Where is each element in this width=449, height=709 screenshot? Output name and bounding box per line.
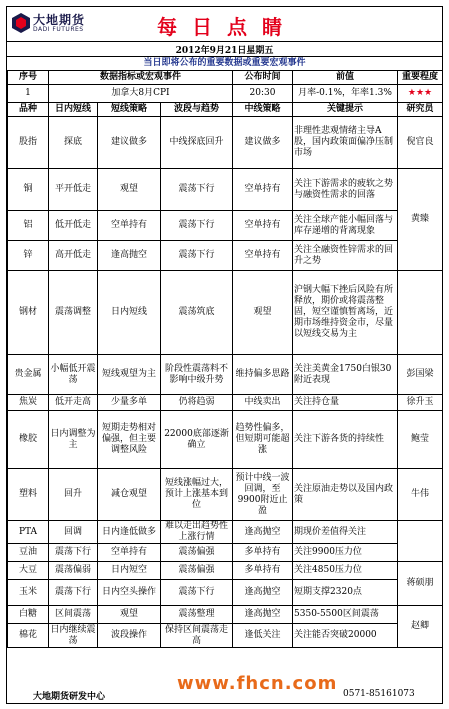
cell-intraday: 回调	[49, 521, 98, 544]
cell-short-strategy: 日内短空	[98, 562, 161, 580]
cell-key-hint: 期现价差值得关注	[293, 521, 398, 544]
cell-intraday: 回升	[49, 469, 98, 521]
table-row	[8, 211, 443, 241]
cell-key-hint: 关注原油走势以及国内政策	[293, 469, 398, 521]
company-logo	[11, 11, 95, 39]
footer-company: 大地期货研发中心	[33, 692, 106, 702]
logo-chinese-text: 大地期货	[33, 13, 86, 27]
cell-key-hint: 短期支撑2320点	[293, 580, 398, 606]
cell-mid-strategy: 逢低关注	[233, 624, 293, 648]
cell-trend: 震荡下行	[161, 241, 233, 271]
cell-key-hint: 关注能否突破20000	[293, 624, 398, 648]
cell-short-strategy: 短线观望为主	[98, 355, 161, 395]
cell-short-strategy: 逢高抛空	[98, 241, 161, 271]
cell-researcher: 倪官良	[398, 117, 443, 169]
cell-mid-strategy: 空单持有	[233, 169, 293, 211]
table-row	[8, 241, 443, 271]
cell-intraday: 平开低走	[49, 169, 98, 211]
cell-trend: 仍将趋弱	[161, 395, 233, 411]
cell-intraday: 区间震荡	[49, 606, 98, 624]
table-row	[8, 395, 443, 411]
cell-mid-strategy: 维持偏多思路	[233, 355, 293, 395]
table-row	[8, 411, 443, 469]
cell-variety: 玉米	[8, 580, 49, 606]
table-row	[8, 606, 443, 624]
col-variety: 品种	[8, 103, 49, 117]
col-researcher: 研究员	[398, 103, 443, 117]
cell-short-strategy: 日内短线	[98, 271, 161, 355]
cell-short-strategy: 波段操作	[98, 624, 161, 648]
cell-key-hint: 关注持仓量	[293, 395, 398, 411]
col-short-strategy: 短线策略	[98, 103, 161, 117]
cell-variety: 锌	[8, 241, 49, 271]
cell-intraday: 低开走高	[49, 395, 98, 411]
cell-trend: 震荡偏强	[161, 562, 233, 580]
event-time: 20:30	[233, 85, 293, 103]
cell-mid-strategy: 多单持有	[233, 544, 293, 562]
event-importance-stars: ★★★	[398, 85, 443, 103]
cell-researcher: 黄臻	[398, 169, 443, 271]
events-col-no: 序号	[8, 71, 49, 85]
cell-variety: 铜	[8, 169, 49, 211]
table-row	[8, 469, 443, 521]
table-row	[8, 544, 443, 562]
cell-key-hint: 关注全球产能小幅回落与库存递增的背离现象	[293, 211, 398, 241]
cell-mid-strategy: 逢高抛空	[233, 606, 293, 624]
col-key-hint: 关键提示	[293, 103, 398, 117]
cell-key-hint: 关注下游需求的疲软之势与融资性需求的回落	[293, 169, 398, 211]
cell-trend: 短线涨幅过大，预计上涨基本到位	[161, 469, 233, 521]
cell-intraday: 震荡下行	[49, 580, 98, 606]
cell-intraday: 日内调整为主	[49, 411, 98, 469]
cell-variety: 橡胶	[8, 411, 49, 469]
table-row	[8, 521, 443, 544]
cell-key-hint: 非理性悲观情绪主导A股，国内政策面偏净压制市场	[293, 117, 398, 169]
cell-mid-strategy: 趋势性偏多，但短期可能超涨	[233, 411, 293, 469]
report-header	[7, 7, 442, 42]
cell-researcher: 彭国梁	[398, 355, 443, 395]
cell-trend: 震荡下行	[161, 211, 233, 241]
cell-short-strategy: 少量多单	[98, 395, 161, 411]
cell-short-strategy: 日内空头操作	[98, 580, 161, 606]
site-watermark: www.fhcn.com	[177, 673, 338, 694]
cell-variety: 塑料	[8, 469, 49, 521]
cell-short-strategy: 观望	[98, 169, 161, 211]
table-row	[8, 117, 443, 169]
cell-mid-strategy: 观望	[233, 271, 293, 355]
cell-short-strategy: 减仓观望	[98, 469, 161, 521]
cell-mid-strategy: 多单持有	[233, 562, 293, 580]
cell-researcher: 鲍莹	[398, 411, 443, 469]
cell-key-hint: 沪钢大幅下挫后风险有所释放，期价或将震荡整固，短空谨慎暂离场，近期市场维持资金市，尽量以短线交易为主	[293, 271, 398, 355]
cell-key-hint: 关注9900压力位	[293, 544, 398, 562]
event-name: 加拿大8月CPI	[49, 85, 233, 103]
cell-short-strategy: 日内逢低做多	[98, 521, 161, 544]
cell-researcher: 赵卿	[398, 606, 443, 648]
cell-mid-strategy: 空单持有	[233, 211, 293, 241]
cell-key-hint: 关注全融资性锌需求的回升之势	[293, 241, 398, 271]
cell-mid-strategy: 中线卖出	[233, 395, 293, 411]
cell-intraday: 日内继续震荡	[50, 624, 96, 646]
cell-trend: 震荡下行	[161, 169, 233, 211]
report-table	[7, 70, 443, 648]
report-page	[6, 6, 443, 704]
cell-mid-strategy: 预计中线一波回调，至9900附近止盈	[233, 469, 293, 521]
events-header-row	[8, 71, 443, 85]
events-col-importance: 重要程度	[398, 71, 443, 85]
cell-trend: 阶段性震荡料不影响中级升势	[161, 355, 233, 395]
cell-intraday: 震荡偏弱	[49, 562, 98, 580]
cell-variety: 贵金属	[8, 355, 49, 395]
cell-researcher: 徐升玉	[398, 395, 443, 411]
logo-english-text: DADI FUTURES	[33, 26, 84, 33]
event-prev: 月率-0.1%，年率1.3%	[293, 85, 398, 103]
cell-short-strategy: 空单持有	[98, 544, 161, 562]
cell-trend: 震荡下行	[161, 580, 233, 606]
table-header-row	[8, 103, 443, 117]
cell-researcher	[398, 521, 443, 562]
cell-trend: 中线探底回升	[161, 117, 233, 169]
cell-variety: 豆油	[8, 544, 49, 562]
cell-key-hint: 关注美黄金1750白银30附近表现	[293, 355, 398, 395]
cell-short-strategy: 短期走势相对偏强，但主要调整风险	[98, 411, 161, 469]
col-intraday: 日内短线	[49, 103, 98, 117]
page-title: 每日点睛	[157, 15, 297, 39]
cell-short-strategy: 观望	[98, 606, 161, 624]
cell-intraday: 震荡下行	[49, 544, 98, 562]
table-row	[8, 169, 443, 211]
cell-intraday: 震荡调整	[49, 271, 98, 355]
events-col-event: 数据指标或宏观事件	[49, 71, 233, 85]
cell-mid-strategy: 空单持有	[233, 241, 293, 271]
cell-intraday: 探底	[49, 117, 98, 169]
cell-trend: 震荡筑底	[161, 271, 233, 355]
table-row	[8, 580, 443, 606]
event-no: 1	[8, 85, 49, 103]
table-row	[8, 562, 443, 580]
events-col-time: 公布时间	[233, 71, 293, 85]
cell-trend: 震荡偏强	[161, 544, 233, 562]
cell-short-strategy: 空单持有	[98, 211, 161, 241]
cell-variety: 焦炭	[8, 395, 49, 411]
cell-variety: PTA	[8, 521, 49, 544]
cell-variety: 钢材	[8, 271, 49, 355]
table-row	[8, 624, 443, 648]
cell-key-hint: 关注下游各货的持续性	[293, 411, 398, 469]
cell-key-hint: 5350-5500区间震荡	[293, 606, 398, 624]
cell-trend: 难以走出趋势性上涨行情	[161, 521, 233, 544]
cell-intraday: 高开低走	[49, 241, 98, 271]
cell-key-hint: 关注4850压力位	[293, 562, 398, 580]
cell-mid-strategy: 逢高抛空	[233, 580, 293, 606]
col-trend: 波段与趋势	[161, 103, 233, 117]
cell-variety: 白糖	[8, 606, 49, 624]
cell-intraday: 小幅低开震荡	[49, 355, 98, 395]
cell-mid-strategy: 逢高抛空	[233, 521, 293, 544]
event-row	[8, 85, 443, 103]
cell-researcher: 牛伟	[398, 469, 443, 521]
logo-mark-icon	[11, 12, 31, 34]
events-col-prev: 前值	[293, 71, 398, 85]
cell-researcher: 蒋硕朋	[398, 562, 443, 606]
cell-intraday: 低开低走	[49, 211, 98, 241]
cell-mid-strategy: 建议做多	[233, 117, 293, 169]
cell-trend: 震荡整理	[161, 606, 233, 624]
table-row	[8, 271, 443, 355]
cell-variety: 棉花	[8, 624, 49, 648]
section-subtitle: 当日即将公布的重要数据或重要宏观事件	[7, 56, 442, 71]
table-row	[8, 355, 443, 395]
cell-variety: 股指	[8, 117, 49, 169]
cell-short-strategy: 建议做多	[98, 117, 161, 169]
cell-variety: 大豆	[8, 562, 49, 580]
footer-phone: 0571-85161073	[343, 689, 415, 699]
cell-trend: 22000底部逐渐确立	[161, 411, 233, 469]
report-date: 2012年9月21日星期五	[175, 46, 274, 56]
col-mid-strategy: 中线策略	[233, 103, 293, 117]
cell-trend: 保持区间震荡走高	[161, 624, 233, 648]
cell-variety: 铝	[8, 211, 49, 241]
